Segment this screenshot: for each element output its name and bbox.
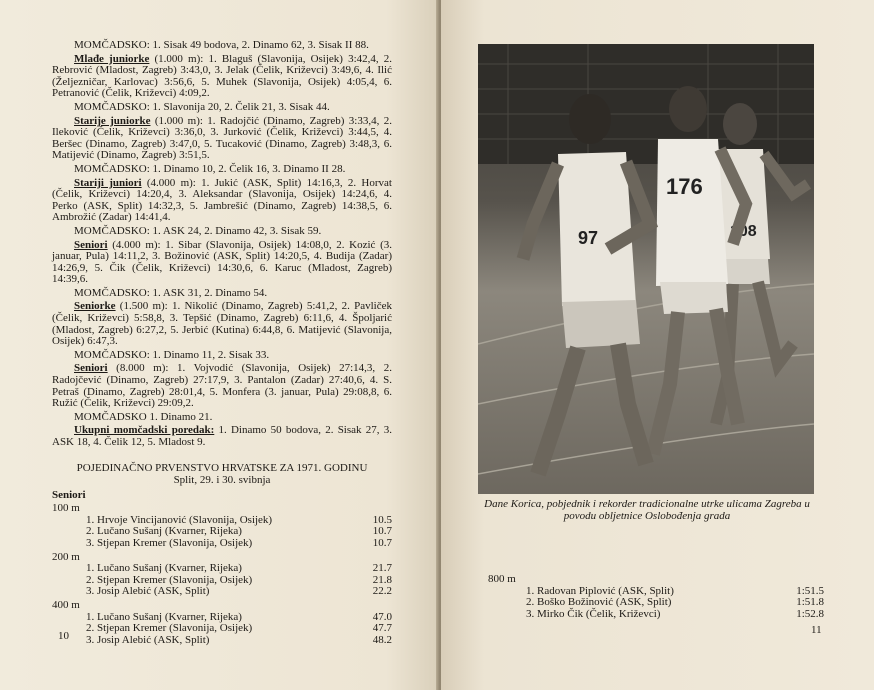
athlete-name: 2. Lučano Sušanj (Kvarner, Rijeka) (86, 525, 242, 538)
athlete-name: 2. Boško Božinović (ASK, Split) (526, 596, 672, 609)
events-list (52, 503, 392, 646)
athlete-name: 2. Stjepan Kremer (Slavonija, Osijek) (86, 622, 253, 635)
bib-number-right: 108 (730, 223, 757, 240)
result-paragraph (52, 116, 392, 162)
right-results-column (488, 572, 824, 620)
results-paragraphs (52, 40, 392, 449)
result-time: 47.0 (372, 610, 392, 623)
result-text: (1.000 m): 1. Blaguš (Slavonija, Osijek) 3:42,4, 2. Rebrović (Mladost, Zagreb) 3:43,0, 3. Jelak (Čelik, Križevci) 3:49,6, 4. Ilić (Željezničar, Karlovac) 3:56,6, 5. Muhek (Slavonija, Osijek) 4:05,4, 6. Petranović (Čelik, Križevci) 4:09,2. (52, 52, 392, 100)
athlete-name: 2. Stjepan Kremer (Slavonija, Osijek) (86, 573, 253, 586)
athlete-name: 1. Lučano Sušanj (Kvarner, Rijeka) (86, 610, 242, 623)
result-paragraph (52, 240, 392, 286)
athlete-name: 1. Radovan Piplović (ASK, Split) (526, 584, 674, 597)
result-text: (4.000 m): 1. Sibar (Slavonija, Osijek) 14:08,0, 2. Kozić (3. januar, Pula) 14:11,2, 3. Božinović (ASK, Split) 14:20,5, 4. Budija (Zadar) 14:26,9, 5. Čik (Čelik, Križevci) 14:30,6, 6. Karuc (Mladost, Zagreb) 14:39,6. (52, 238, 392, 286)
result-row (52, 538, 392, 550)
event-800m-results (488, 586, 824, 621)
result-paragraph (52, 226, 392, 238)
athlete-name: 3. Mirko Čik (Čelik, Križevci) (526, 607, 661, 620)
result-row (488, 609, 824, 621)
bib-number-front: 97 (578, 228, 599, 248)
result-time: 10.5 (372, 513, 392, 526)
result-paragraph (52, 363, 392, 409)
bib-number-middle: 176 (666, 174, 703, 199)
result-row (52, 586, 392, 598)
result-time: 22.2 (372, 585, 392, 598)
result-paragraph (52, 40, 392, 52)
page-number-right: 11 (811, 624, 822, 636)
result-text: (8.000 m): 1. Vojvodić (Slavonija, Osijek) 27:14,3, 2. Radojčević (Dinamo, Zagreb) 27:17,9, 3. Pantalon (Zadar) 27:40,6, 4. S. Petraš (Dinamo, Zagreb) 28:01,4, 5. Monfera (3. januar, Pula) 29:08,8, 6. Ružić (Čelik, Križevci) 29:09,2. (52, 362, 392, 410)
result-paragraph (52, 412, 392, 424)
result-paragraph (52, 301, 392, 347)
result-time: 1:51.5 (796, 584, 824, 597)
athlete-name: 3. Stjepan Kremer (Slavonija, Osijek) (86, 536, 253, 549)
result-text: MOMČADSKO: 1. Slavonija 20, 2. Čelik 21, 3. Sisak 44. (74, 100, 330, 113)
result-text: MOMČADSKO: 1. ASK 24, 2. Dinamo 42, 3. Sisak 59. (74, 224, 322, 237)
result-row (52, 623, 392, 635)
result-time: 10.7 (372, 525, 392, 538)
result-text: (1.000 m): 1. Radojčić (Dinamo, Zagreb) 3:33,4, 2. Ileković (Čelik, Križevci) 3:36,0, 3. Jurković (Čelik, Križevci) 3:44,5, 4. Beršec (Dinamo, Zagreb) 3:47,0, 5. Tucaković (Dinamo, Zagreb) 3:48,3, 6. Matijević (Dinamo, Zagreb) 3:51,5. (52, 114, 392, 162)
category-label: Seniori (74, 362, 108, 375)
result-row (52, 635, 392, 647)
athlete-name: 1. Hrvoje Vincijanović (Slavonija, Osijek) (86, 513, 273, 526)
result-text: MOMČADSKO: 1. ASK 31, 2. Dinamo 54. (74, 286, 268, 299)
category-label: Seniori (74, 238, 108, 251)
result-text: 1. Dinamo 50 bodova, 2. Sisak 27, 3. ASK 18, 4. Čelik 12, 5. Mladost 9. (52, 424, 392, 448)
result-time: 48.2 (372, 633, 392, 646)
result-paragraph (52, 178, 392, 224)
result-time: 21.7 (372, 562, 392, 575)
category-label: Seniorke (74, 300, 116, 313)
result-row (52, 563, 392, 575)
athlete-name: 3. Josip Alebić (ASK, Split) (86, 633, 210, 646)
result-text: MOMČADSKO: 1. Dinamo 11, 2. Sisak 33. (74, 348, 270, 361)
race-photo (478, 44, 814, 494)
result-text: (1.500 m): 1. Nikolić (Dinamo, Zagreb) 5:41,2, 2. Pavliček (Čelik, Križevci) 5:58,8, 3. Tepšić (Dinamo, Zagreb) 6:11,6, 4. Špoljarić (Mladost, Zagreb) 6:27,2, 5. Jerbić (Kutina) 6:44,8, 6. Matijević (Slavonija, Osijek) 6:47,3. (52, 300, 392, 348)
category-label: Ukupni momčadski poredak: (74, 424, 215, 437)
event-heading: 400 m (52, 598, 80, 611)
result-text: MOMČADSKO: 1. Sisak 49 bodova, 2. Dinamo 62, 3. Sisak II 88. (74, 39, 369, 51)
result-text: (4.000 m): 1. Jukić (ASK, Split) 14:16,3, 2. Horvat (Čelik, Križevci) 14:20,4, 3. Aleksandar (Slavonija, Osijek) 14:24,6, 4. Perko (ASK, Split) 14:32,3, 5. Jambrešić (Dinamo, Zagreb) 14:38,5, 6. Ambrožić (Zadar) 14:41,4. (52, 176, 392, 224)
category-heading: Seniori (52, 488, 86, 501)
result-paragraph (52, 350, 392, 362)
result-time: 1:52.8 (796, 607, 824, 620)
result-text: MOMČADSKO 1. Dinamo 21. (74, 410, 213, 423)
result-time: 10.7 (372, 536, 392, 549)
athlete-name: 1. Lučano Sušanj (Kvarner, Rijeka) (86, 562, 242, 575)
category-label: Stariji juniori (74, 176, 142, 189)
athlete-name: 3. Josip Alebić (ASK, Split) (86, 585, 210, 598)
event-heading: 200 m (52, 550, 80, 563)
result-time: 47.7 (372, 622, 392, 635)
result-paragraph (52, 425, 392, 448)
result-paragraph (52, 54, 392, 100)
runners-photo-image (478, 44, 814, 494)
championship-title: POJEDINAČNO PRVENSTVO HRVATSKE ZA 1971. GODINU (76, 461, 368, 474)
result-text: MOMČADSKO: 1. Dinamo 10, 2. Čelik 16, 3. Dinamo II 28. (74, 162, 346, 175)
result-paragraph (52, 102, 392, 114)
result-paragraph (52, 288, 392, 300)
result-paragraph (52, 164, 392, 176)
page-number-left: 10 (58, 630, 69, 642)
event-heading: 100 m (52, 502, 80, 515)
championship-place: Split, 29. i 30. svibnja (173, 473, 271, 486)
result-time: 21.8 (372, 573, 392, 586)
category-label: Mlađe juniorke (74, 52, 150, 65)
category-label: Starije juniorke (74, 114, 151, 127)
result-time: 1:51.8 (796, 596, 824, 609)
photo-caption: Dane Korica, pobjednik i rekorder tradicionalne utrke ulicama Zagreba u povodu obljetnice Oslobođenja grada (484, 498, 810, 522)
event-800m-heading: 800 m (488, 573, 516, 585)
left-text-column (52, 40, 392, 646)
